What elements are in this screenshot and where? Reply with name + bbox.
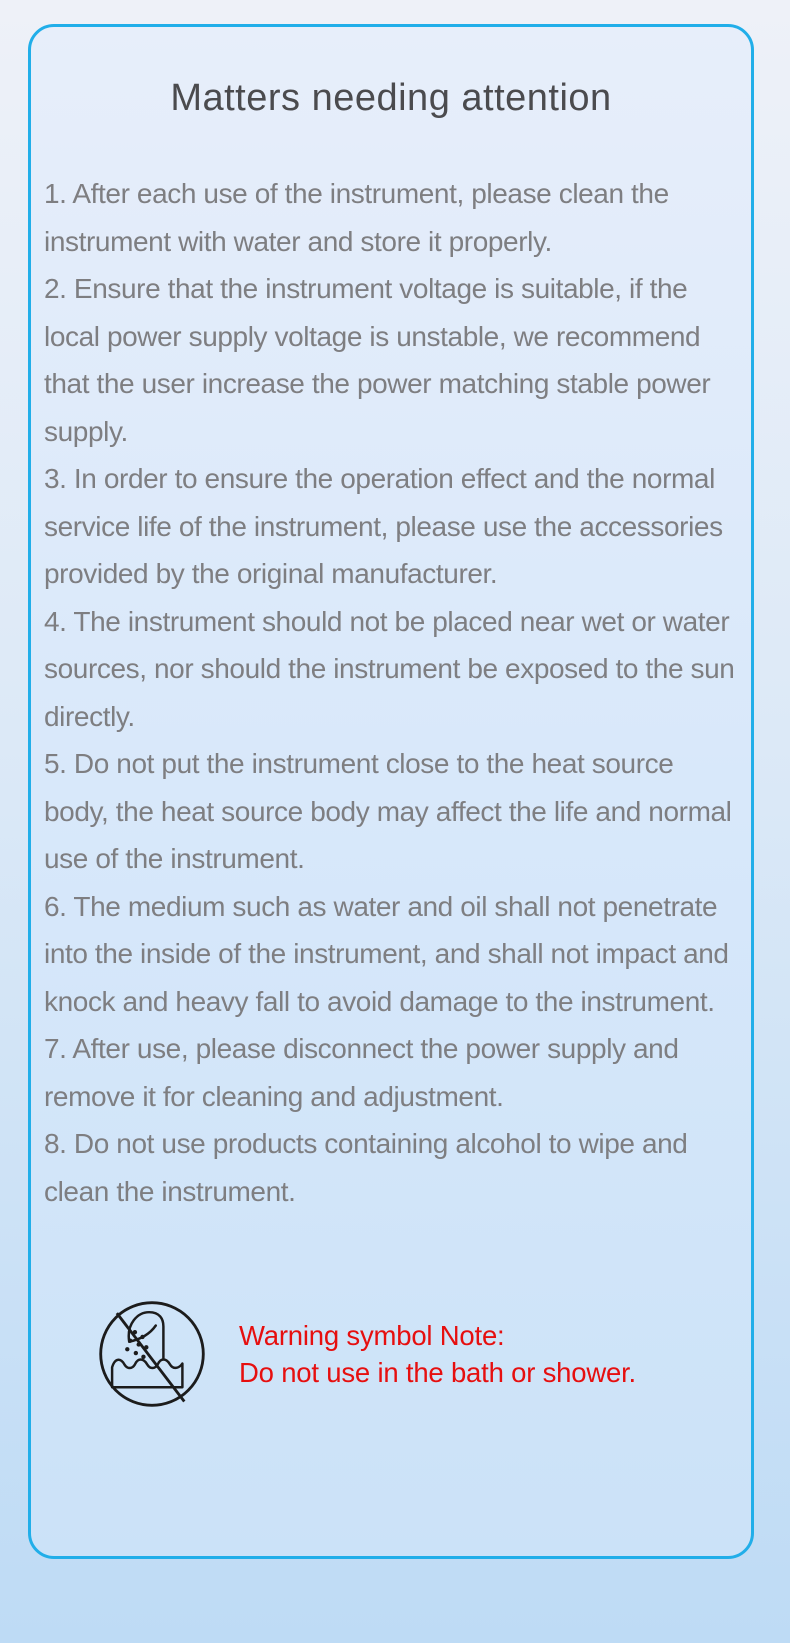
attention-card [28, 24, 754, 1559]
instruction-item-2: 2. Ensure that the instrument voltage is suitable, if the local power supply voltage is unstable, we recommend that the user increase the power matching stable power supply. [44, 273, 711, 447]
warning-note-detail: Do not use in the bath or shower. [239, 1357, 636, 1388]
instruction-list [31, 170, 751, 1215]
no-bath-shower-icon [95, 1297, 209, 1411]
instruction-item-6: 6. The medium such as water and oil shall not penetrate into the inside of the instrument, and shall not impact and knock and heavy fall to avoid damage to the instrument. [44, 890, 729, 1017]
warning-note-text [239, 1317, 636, 1391]
warning-note [95, 1297, 751, 1411]
instruction-item-5: 5. Do not put the instrument close to the heat source body, the heat source body may affect the life and normal use of the instrument. [44, 748, 732, 874]
instruction-item-8: 8. Do not use products containing alcohol to wipe and clean the instrument. [44, 1128, 688, 1207]
instruction-item-1: 1. After each use of the instrument, please clean the instrument with water and store it properly. [44, 178, 669, 257]
instruction-item-7: 7. After use, please disconnect the power supply and remove it for cleaning and adjustment. [44, 1033, 679, 1112]
instruction-item-4: 4. The instrument should not be placed near wet or water sources, nor should the instrument be exposed to the sun directly. [44, 605, 735, 732]
warning-note-title: Warning symbol Note: [239, 1320, 505, 1351]
page-title: Matters needing attention [170, 77, 612, 119]
instruction-item-3: 3. In order to ensure the operation effect and the normal service life of the instrument, please use the accessories provided by the original manufacturer. [44, 463, 723, 589]
